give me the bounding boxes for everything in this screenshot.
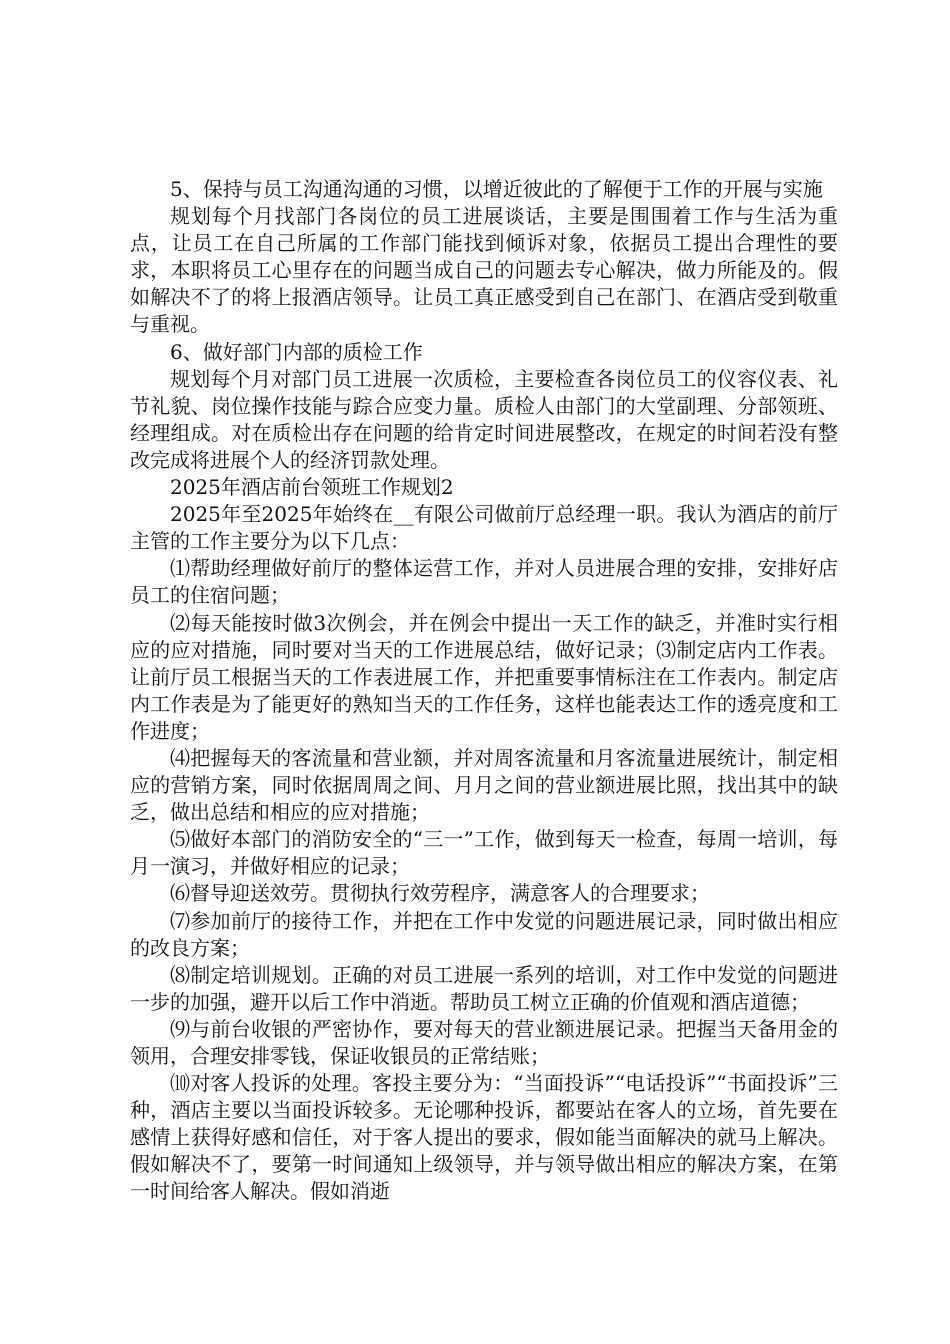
section-title: 2025年酒店前台领班工作规划2: [170, 475, 454, 500]
list-item-6: ⑹督导迎送效劳。贯彻执行效劳程序，满意客人的合理要求；: [170, 881, 710, 906]
list-item-5: ⑸做好本部门的消防安全的“三一”工作，做到每天一检查，每周一培训，每月一演习，并做好相应的记录；: [130, 827, 838, 879]
document-body: [130, 176, 838, 1206]
list-item-4: ⑷把握每天的客流量和营业额，并对周客流量和月客流量进展统计，制定相应的营销方案，同时依据周周之间、月月之间的营业额进展比照，找出其中的缺乏，做出总结和相应的应对措施；: [130, 745, 838, 825]
list-item-1: ⑴帮助经理做好前厅的整体运营工作，并对人员进展合理的安排，安排好店员工的住宿问题；: [130, 556, 838, 608]
paragraph-quality-check-heading: 6、做好部门内部的质检工作: [170, 339, 423, 364]
paragraph-intro: 2025年至2025年始终在__有限公司做前厅总经理一职。我认为酒店的前厅主管的工作主要分为以下几点：: [130, 502, 838, 554]
paragraph-quality-check-body: 规划每个月对部门员工进展一次质检，主要检查各岗位员工的仪容仪表、礼节礼貌、岗位操作技能与踪合应变力量。质检人由部门的大堂副理、分部领班、经理组成。对在质检出存在问题的给肯定时间进展整改，在规定的时间若没有整改完成将进展个人的经济罚款处理。: [130, 366, 838, 472]
paragraph-communication-body: 规划每个月找部门各岗位的员工进展谈话，主要是围围着工作与生活为重点，让员工在自己所属的工作部门能找到倾诉对象，依据员工提出合理性的要求，本职将员工心里存在的问题当成自己的问题去专心解决，做力所能及的。假如解决不了的将上报酒店领导。让员工真正感受到自己在部门、在酒店受到敬重与重视。: [130, 204, 838, 337]
list-item-9: ⑼与前台收银的严密协作，要对每天的营业额进展记录。把握当天备用金的领用，合理安排零钱，保证收银员的正常结账；: [130, 1016, 838, 1068]
paragraph-communication-heading: 5、保持与员工沟通沟通的习惯，以增近彼此的了解便于工作的开展与实施: [170, 177, 823, 201]
list-item-8: ⑻制定培训规划。正确的对员工进展一系列的培训，对工作中发觉的问题进一步的加强，避开以后工作中消逝。帮助员工树立正确的价值观和酒店道德；: [130, 962, 838, 1014]
list-item-10: ⑽对客人投诉的处理。客投主要分为：“当面投诉”“电话投诉”“书面投诉”三种，酒店主要以当面投诉较多。无论哪种投诉，都要站在客人的立场，首先要在感情上获得好感和信任，对于客人提出的要求，假如能当面解决的就马上解决。假如解决不了，要第一时间通知上级领导，并与领导做出相应的解决方案，在第一时间给客人解决。假如消逝: [130, 1071, 838, 1204]
list-item-7: ⑺参加前厅的接待工作，并把在工作中发觉的问题进展记录，同时做出相应的改良方案；: [130, 908, 838, 960]
list-item-2-3: ⑵每天能按时做3次例会，并在例会中提出一天工作的缺乏，并准时实行相应的应对措施，同时要对当天的工作进展总结，做好记录；⑶制定店内工作表。让前厅员工根据当天的工作表进展工作，并把重要事情标注在工作表内。制定店内工作表是为了能更好的熟知当天的工作任务，这样也能表达工作的透亮度和工作进度；: [130, 610, 838, 743]
